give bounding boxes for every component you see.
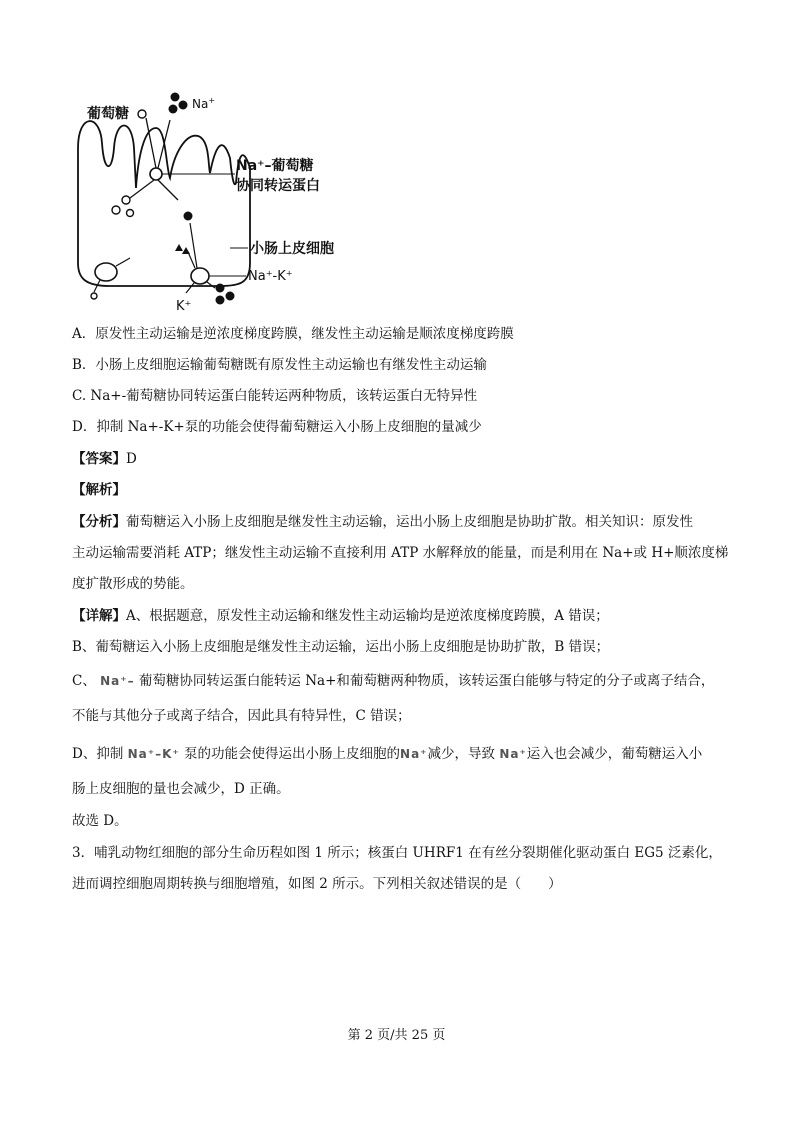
ion-formula: Na⁺– bbox=[100, 674, 135, 688]
fenxi-line2: 主动运输需要消耗 ATP；继发性主动运输不直接利用 ATP 水解释放的能量，而是利用在 Na+或 H+顺浓度梯 bbox=[72, 545, 729, 561]
analysis-tag: 【解析】 bbox=[72, 482, 126, 498]
xiangjie-d-line1 bbox=[72, 744, 702, 764]
label-na: Na+ bbox=[192, 96, 216, 111]
xiangjie-c-prefix: C、 bbox=[72, 673, 96, 689]
xiangjie-tag: 【详解】 bbox=[72, 608, 126, 624]
fenxi-line3: 度扩散形成的势能。 bbox=[72, 576, 194, 592]
xiangjie-d-mid3: 运入也会减少，葡萄糖运入小 bbox=[526, 746, 703, 762]
xiangjie-c-text: 葡萄糖协同转运蛋白能转运 Na+和葡萄糖两种物质，该转运蛋白能够与特定的分子或离子结合， bbox=[138, 673, 715, 689]
ion-formula: Na⁺ bbox=[499, 747, 527, 761]
xiangjie-a bbox=[72, 606, 609, 626]
fenxi-line1 bbox=[72, 512, 693, 532]
xiangjie-d-mid1: 泵的功能会使得运出小肠上皮细胞的 bbox=[184, 746, 401, 762]
question3-line1: 3．哺乳动物红细胞的部分生命历程如图 1 所示；核蛋白 UHRF1 在有丝分裂期催化驱动蛋白 EG5 泛素化， bbox=[72, 845, 722, 861]
glucose-carrier bbox=[95, 263, 117, 281]
option-d: D．抑制 Na+-K+泵的功能会使得葡萄糖运入小肠上皮细胞的量减少 bbox=[72, 419, 482, 435]
xiangjie-d-prefix: D、抑制 bbox=[72, 746, 124, 762]
label-symporter-line2: 协同转运蛋白 bbox=[236, 178, 320, 194]
xiangjie-a-text: A、根据题意，原发性主动运输和继发性主动运输均是逆浓度梯度跨膜，A 错误； bbox=[126, 608, 609, 624]
label-cell: 小肠上皮细胞 bbox=[250, 241, 334, 257]
fenxi-tag: 【分析】 bbox=[72, 514, 126, 530]
ion-formula: Na⁺ bbox=[400, 747, 428, 761]
fenxi-text1: 葡萄糖运入小肠上皮细胞是继发性主动运输，运出小肠上皮细胞是协助扩散。相关知识：原发性 bbox=[126, 514, 693, 530]
ion-formula: Na⁺–K⁺ bbox=[127, 747, 180, 761]
option-b: B．小肠上皮细胞运输葡萄糖既有原发性主动运输也有继发性主动运输 bbox=[72, 357, 487, 373]
xiangjie-d-line2: 肠上皮细胞的量也会减少，D 正确。 bbox=[72, 781, 290, 797]
page-number: 第 2 页/共 25 页 bbox=[347, 1028, 446, 1043]
transport-diagram bbox=[70, 88, 370, 318]
option-c: C. Na+-葡萄糖协同转运蛋白能转运两种物质，该转运蛋白无特异性 bbox=[72, 388, 478, 404]
xiangjie-c-line1 bbox=[72, 671, 714, 691]
answer-value: D bbox=[126, 451, 137, 467]
answer-line bbox=[72, 449, 137, 469]
xiangjie-d-mid2: 减少，导致 bbox=[427, 746, 496, 762]
option-a: A．原发性主动运输是逆浓度梯度跨膜，继发性主动运输是顺浓度梯度跨膜 bbox=[72, 326, 514, 342]
symporter-protein bbox=[150, 168, 162, 180]
na-k-pump bbox=[191, 268, 209, 284]
question3-line2: 进而调控细胞周期转换与细胞增殖，如图 2 所示。下列相关叙述错误的是（ ） bbox=[72, 876, 562, 892]
label-k: K⁺ bbox=[176, 299, 192, 314]
label-pump: Na⁺-K⁺ bbox=[248, 269, 293, 284]
label-glucose: 葡萄糖 bbox=[87, 106, 129, 122]
conclusion: 故选 D。 bbox=[72, 813, 128, 829]
xiangjie-b: B、葡萄糖运入小肠上皮细胞是继发性主动运输，运出小肠上皮细胞是协助扩散，B 错误； bbox=[72, 639, 610, 655]
xiangjie-c-line2: 不能与其他分子或离子结合，因此具有特异性，C 错误； bbox=[72, 708, 411, 724]
label-symporter-line1: Na⁺–葡萄糖 bbox=[236, 158, 314, 174]
transport-diagram-svg bbox=[70, 88, 370, 318]
answer-tag: 【答案】 bbox=[72, 451, 126, 467]
